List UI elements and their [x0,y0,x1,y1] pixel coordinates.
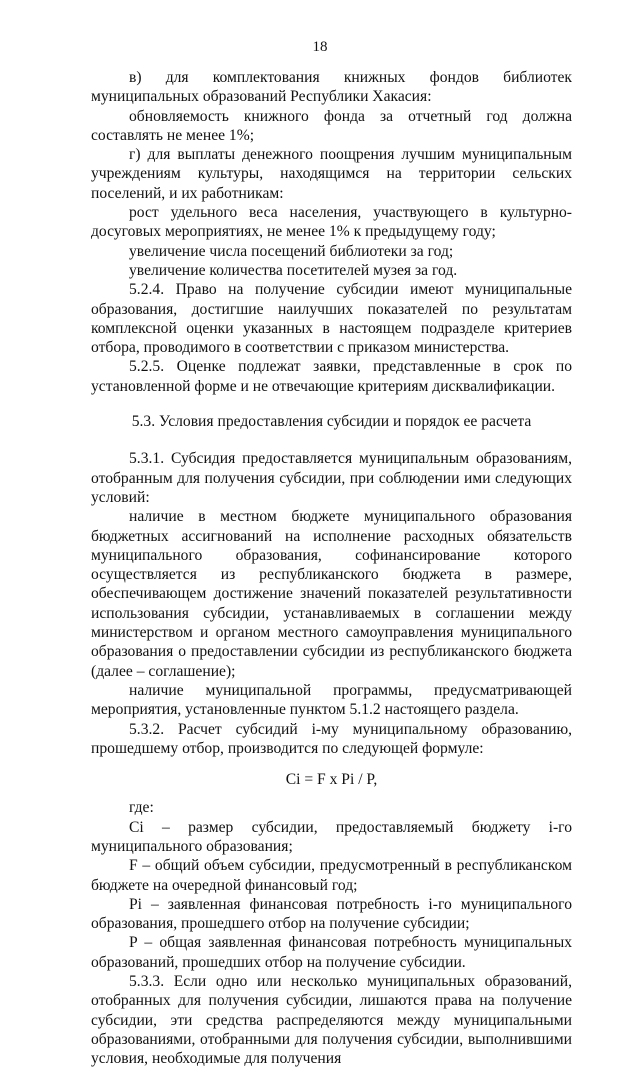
section-heading-5-3: 5.3. Условия предоставления субсидии и порядок ее расчета [131,413,532,431]
definition-ci: Ci – размер субсидии, предоставляемый бюджету i-го муниципального образования; [91,818,572,855]
paragraph-budget-condition: наличие в местном бюджете муниципального образования бюджетных ассигнований на исполнение расходных обязательств муниципального образования, софинансирование которого осуществляется из республиканского бюджета в размере, обеспечивающем достижение значений показателей результативности использования субсидии, устанавливаемых в соглашении между министерством и органом местного самоуправления муниципального образования о предоставлении субсидии из республиканского бюджета (далее – соглашение); [91,508,572,680]
where-label: где: [129,799,154,817]
paragraph-5-3-2: 5.3.2. Расчет субсидий i-му муниципальному образованию, прошедшему отбор, производится по следующей формуле: [91,720,572,757]
definition-f: F – общий объем субсидии, предусмотренный в республиканском бюджете на очередной финансовый год; [91,857,572,894]
definition-p: P – общая заявленная финансовая потребность муниципальных образований, прошедших отбор на получение субсидии. [91,934,572,971]
paragraph-item-v: в) для комплектования книжных фондов библиотек муниципальных образований Республики Хакасия: [91,69,572,106]
subsidy-formula: Ci = F x Pi / P, [285,771,378,789]
paragraph-item-g: г) для выплаты денежного поощрения лучшим муниципальным учреждениям культуры, находящимся на территории сельских поселений, и их работникам: [91,146,572,202]
paragraph-museum-visitors: увеличение количества посетителей музея за год. [129,261,458,279]
paragraph-library-visits: увеличение числа посещений библиотеки за год; [129,242,454,260]
paragraph-5-3-1: 5.3.1. Субсидия предоставляется муниципальным образованиям, отобранным для получения субсидии, при соблюдении ими следующих условий: [91,450,572,506]
paragraph-population-share: рост удельного веса населения, участвующего в культурно-досуговых мероприятиях, не менее 1% к предыдущему году; [91,204,572,241]
paragraph-book-fund-renewal: обновляемость книжного фонда за отчетный год должна составлять не менее 1%; [91,107,572,144]
page-number: 18 [312,39,328,55]
document-body [91,68,572,1069]
paragraph-5-2-4: 5.2.4. Право на получение субсидии имеют муниципальные образования, достигшие наилучших показателей по результатам комплексной оценки указанных в настоящем подразделе критериев отбора, проводимого в соответствии с приказом министерства. [91,281,572,357]
paragraph-5-3-3: 5.3.3. Если одно или несколько муниципальных образований, отобранных для получения субсидии, лишаются права на получение субсидии, эти средства распределяются между муниципальными образованиями, отобранными для получения субсидии, выполнившими условия, необходимые для получения [91,973,572,1068]
paragraph-5-2-5: 5.2.5. Оценке подлежат заявки, представленные в срок по установленной форме и не отвечающие критериям дисквалификации. [91,358,572,395]
definition-pi: Pi – заявленная финансовая потребность i-го муниципального образования, прошедшего отбор на получение субсидии; [91,895,572,933]
paragraph-program-condition: наличие муниципальной программы, предусматривающей мероприятия, установленные пунктом 5.1.2 настоящего раздела. [91,681,572,719]
